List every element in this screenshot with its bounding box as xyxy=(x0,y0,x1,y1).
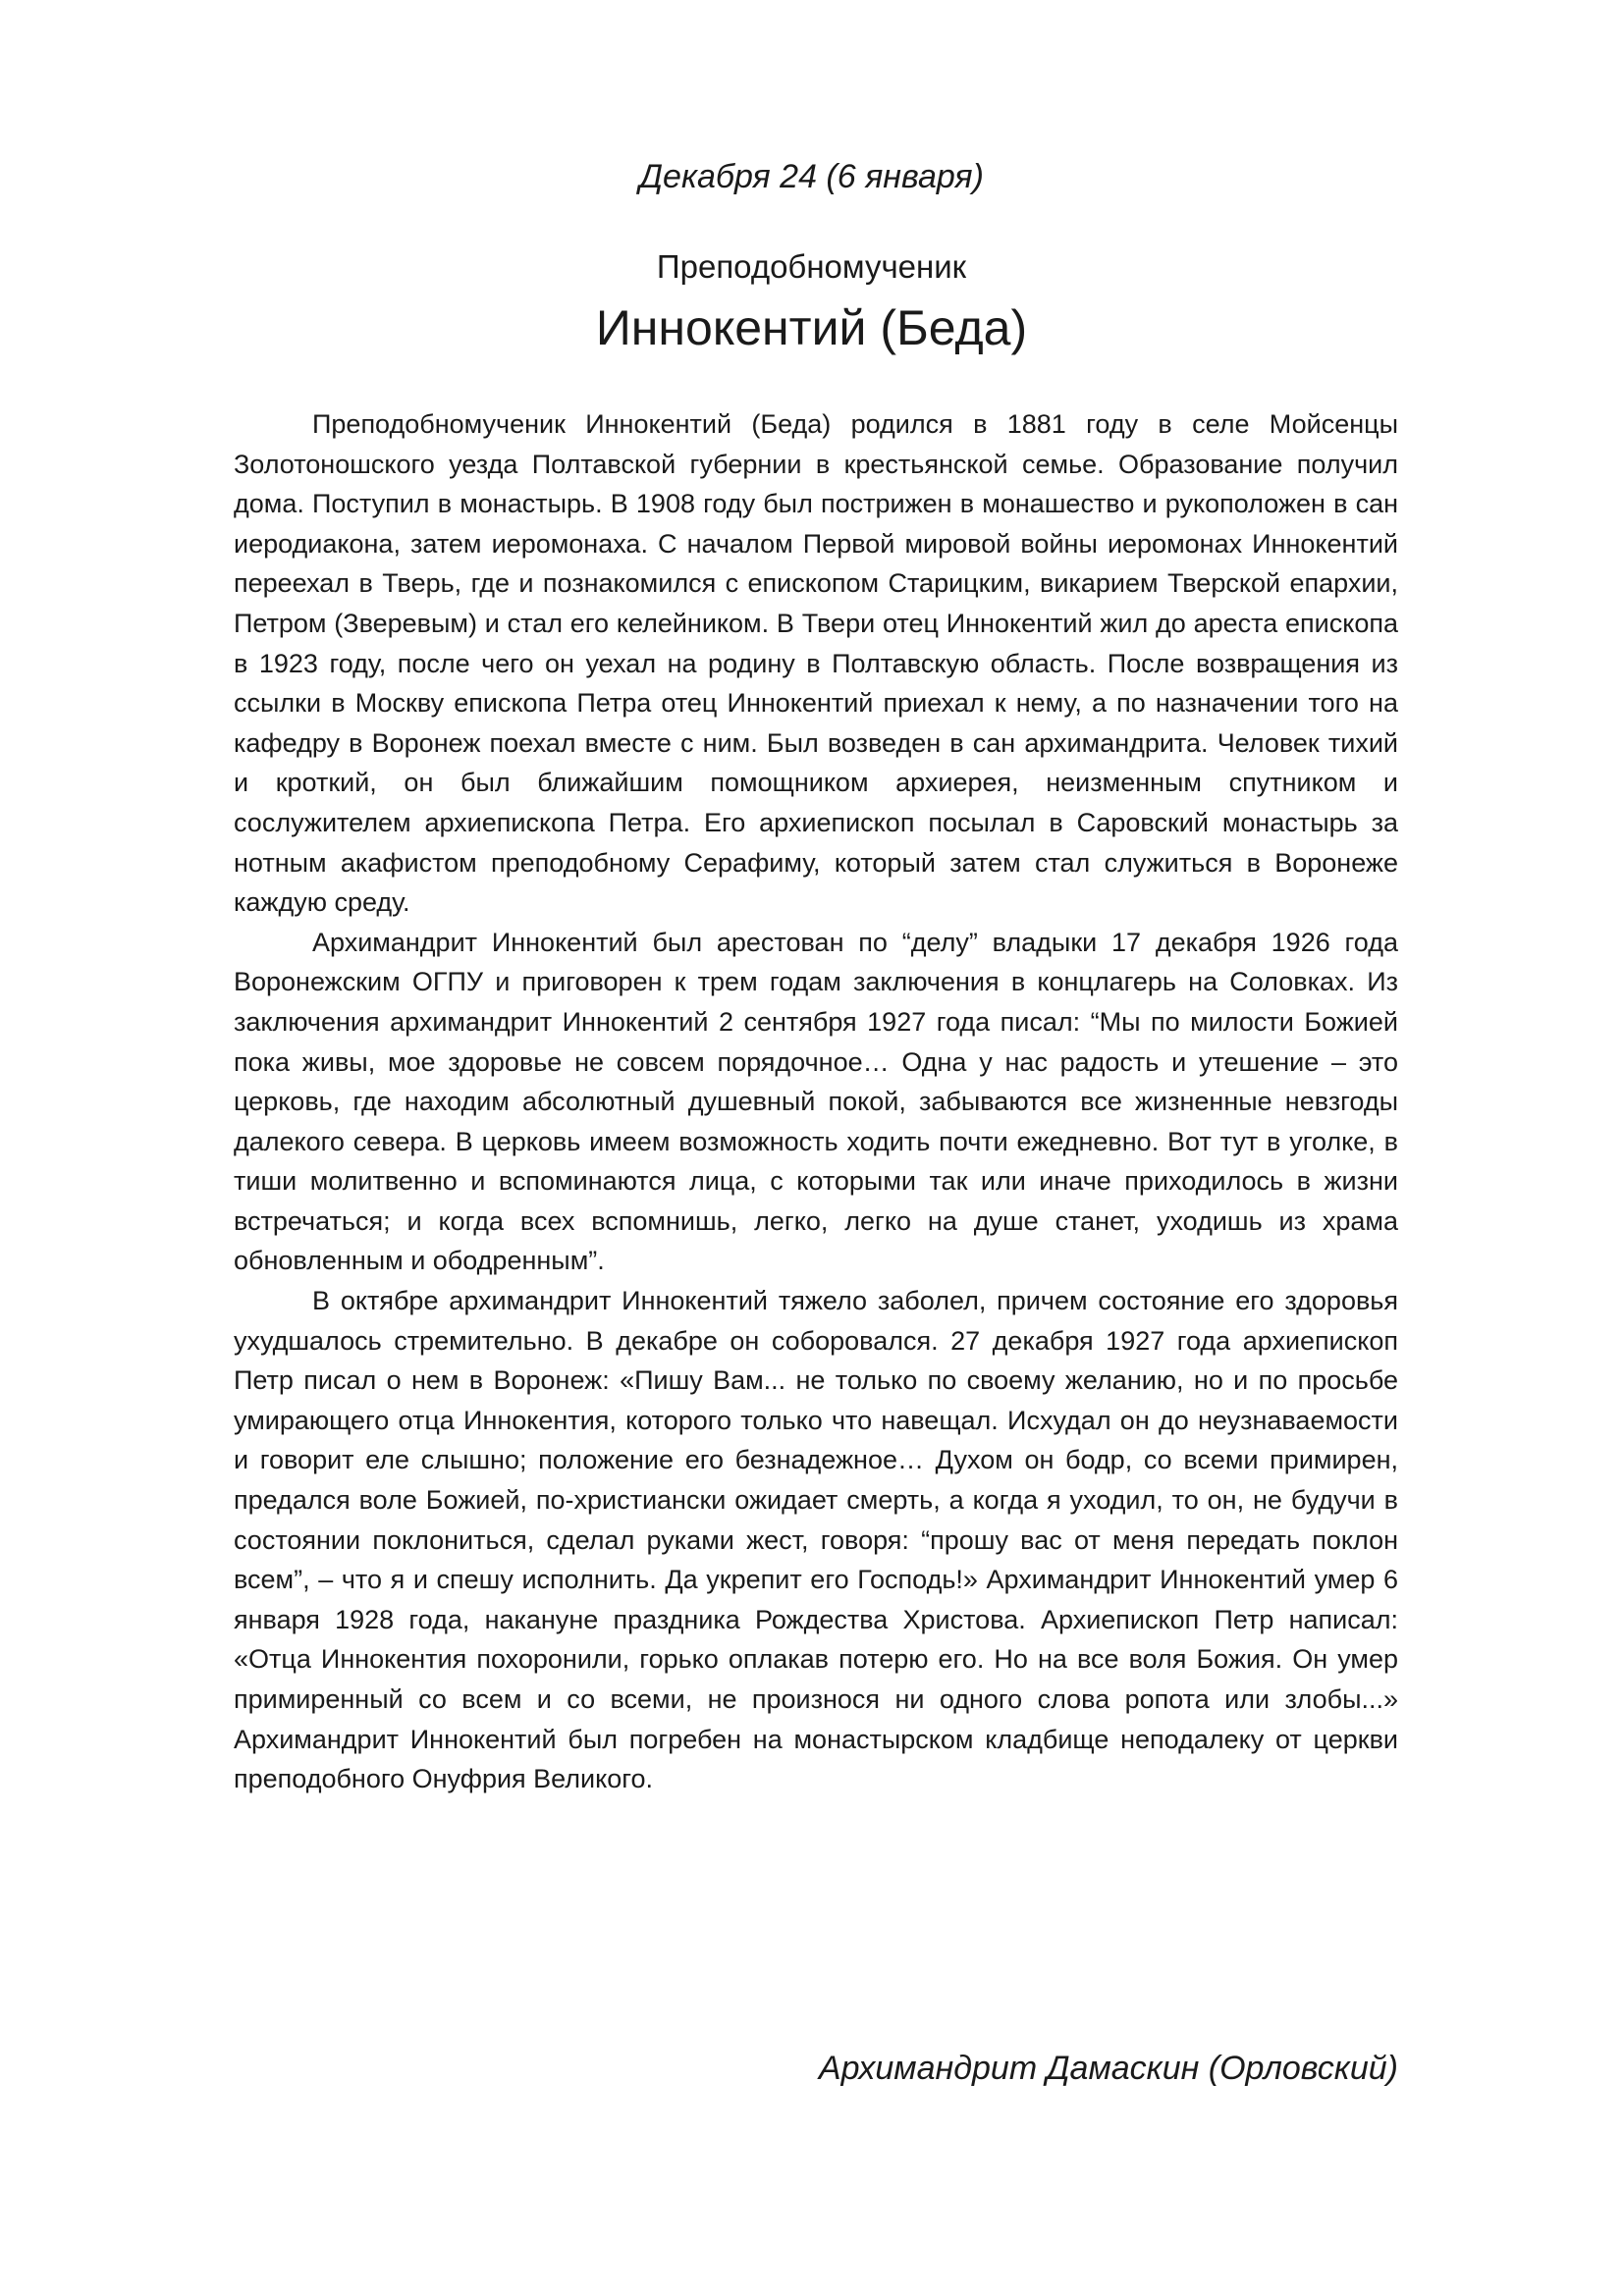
paragraph-biography: Преподобномученик Иннокентий (Беда) родился в 1881 году в селе Мойсенцы Золотоношского уезда Полтавской губернии в крестьянской семье. Образование получил дома. Поступил в монастырь. В 1908 году был пострижен в монашество и рукоположен в сан иеродиакона, затем иеромонаха. С началом Первой мировой войны иеромонах Иннокентий переехал в Тверь, где и познакомился с епископом Старицким, викарием Тверской епархии, Петром (Зверевым) и стал его келейником. В Твери отец Иннокентий жил до ареста епископа в 1923 году, после чего он уехал на родину в Полтавскую область. После возвращения из ссылки в Москву епископа Петра отец Иннокентий приехал к нему, а по назначении того на кафедру в Воронеж поехал вместе с ним. Был возведен в сан архимандрита. Человек тихий и кроткий, он был ближайшим помощником архиерея, неизменным спутником и сослужителем архиепископа Петра. Его архиепископ посылал в Саровский монастырь за нотным акафистом преподобному Серафиму, который затем стал служиться в Воронеже каждую среду. xyxy=(234,409,1398,918)
article-body xyxy=(234,404,1398,1799)
paragraph-death: В октябре архимандрит Иннокентий тяжело заболел, причем состояние его здоровья ухудшалось стремительно. В декабре он соборовался. 27 декабря 1927 года архиепископ Петр писал о нем в Воронеж: «Пишу Вам... не только по своему желанию, но и по просьбе умирающего отца Иннокентия, которого только что навещал. Исхудал он до неузнаваемости и говорит еле слышно; положение его безнадежное… Духом он бодр, со всеми примирен, предался воле Божией, по-христиански ожидает смерть, а когда я уходил, то он, не будучи в состоянии поклониться, сделал руками жест, говоря: “прошу вас от меня передать поклон всем”, – что я и спешу исполнить. Да укрепит его Господь!» Архимандрит Иннокентий умер 6 января 1928 года, накануне праздника Рождества Христова. Архиепископ Петр написал: «Отца Иннокентия похоронили, горько оплакав потерю его. Но на все воля Божия. Он умер примиренный со всем и со всеми, не произнося ни одного слова ропота или злобы...» Архимандрит Иннокентий был погребен на монастырском кладбище неподалеку от церкви преподобного Онуфрия Великого. xyxy=(234,1286,1398,1794)
page-title: Иннокентий (Беда) xyxy=(595,300,1028,355)
saint-rank-subtitle: Преподобномученик xyxy=(656,248,967,285)
paragraph-arrest: Архимандрит Иннокентий был арестован по “делу” владыки 17 декабря 1926 года Воронежским ОГПУ и приговорен к трем годам заключения в концлагерь на Соловках. Из заключения архимандрит Иннокентий 2 сентября 1927 года писал: “Мы по милости Божией пока живы, мое здоровье не совсем порядочное… Одна у нас радость и утешение – это церковь, где находим абсолютный душевный покой, забываются все жизненные невзгоды далекого севера. В церковь имеем возможность ходить почти ежедневно. Вот тут в уголке, в тиши молитвенно и вспоминаются лица, с которыми так или иначе приходилось в жизни встречаться; и когда всех вспомнишь, легко, легко на душе станет, уходишь из храма обновленным и ободренным”. xyxy=(234,927,1398,1276)
author-signature: Архимандрит Дамаскин (Орловский) xyxy=(818,2050,1398,2087)
feast-date: Декабря 24 (6 января) xyxy=(639,158,984,195)
